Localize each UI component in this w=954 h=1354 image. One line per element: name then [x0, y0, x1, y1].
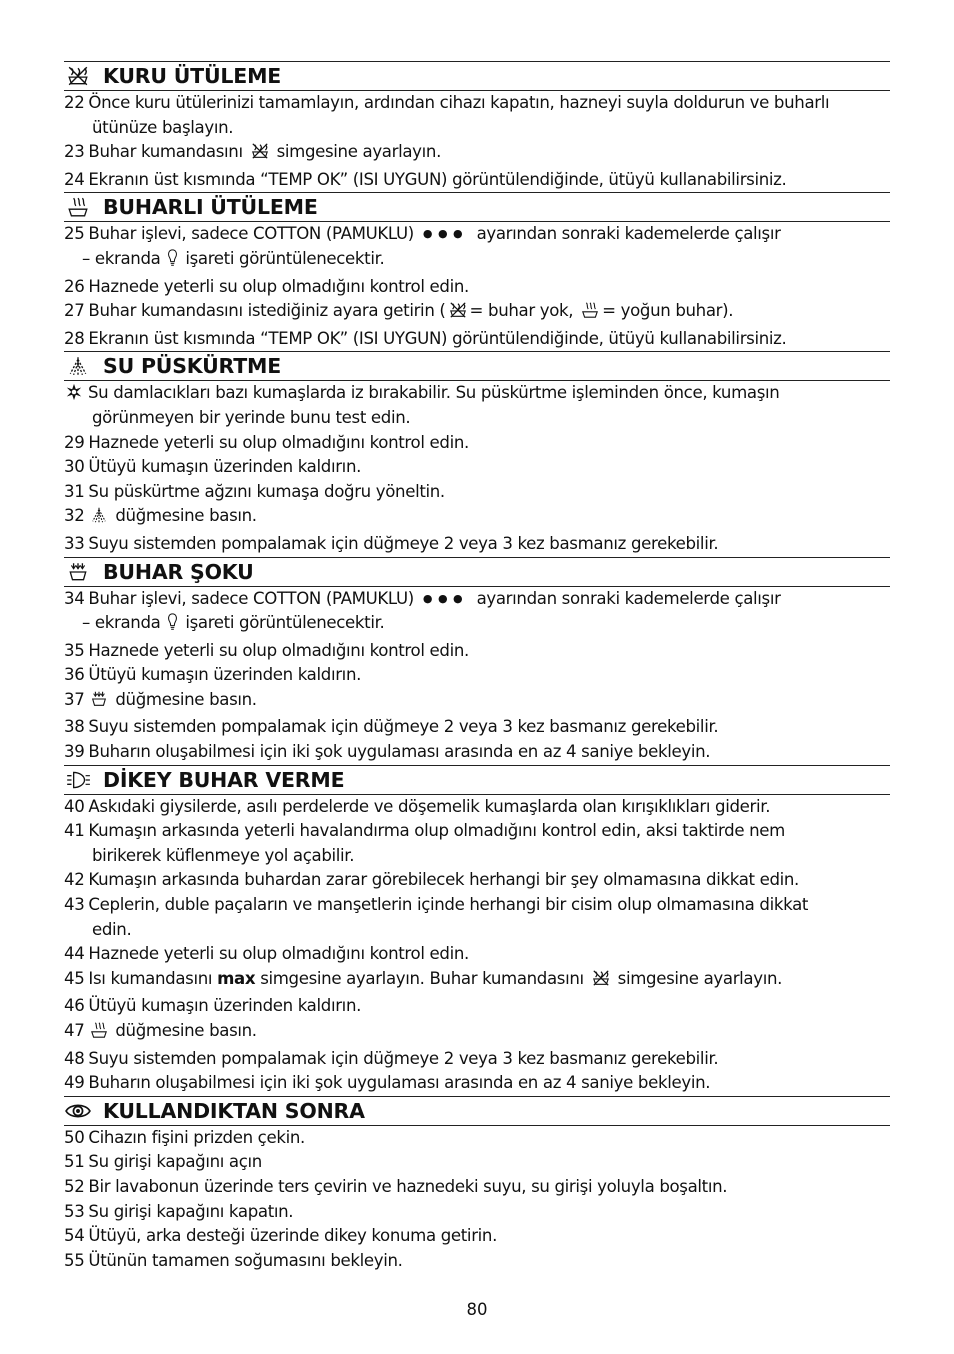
- item-text: Bir lavabonun üzerinde ters çevirin ve haznedeki suyu, su girişi yoluyla boşaltın.: [88, 1176, 728, 1196]
- item-text: Buhar kumandasını istediğiniz ayara getirin (: [88, 301, 446, 321]
- item-text: Ütüyü, arka desteği üzerinde dikey konuma getirin.: [88, 1226, 498, 1246]
- list-item: [64, 480, 890, 505]
- item-text: Kumaşın arkasında yeterli havalandırma olup olmadığını kontrol edin, aksi taktirde nem: [88, 821, 785, 841]
- item-text: Cihazın fişini prizden çekin.: [88, 1127, 305, 1147]
- item-number: 48: [64, 1048, 85, 1068]
- list-item: [64, 168, 890, 193]
- list-item: [64, 1150, 890, 1175]
- item-number: 46: [64, 996, 85, 1016]
- item-text: = buhar yok,: [469, 301, 574, 321]
- section-vertical-steam: [64, 765, 890, 1096]
- section-steam-ironing: [64, 192, 890, 351]
- steam-icon: [580, 301, 600, 327]
- item-text: Buhar kumandasını: [88, 142, 243, 162]
- section-header: [64, 765, 890, 795]
- item-continuation: edin.: [92, 919, 132, 939]
- no-steam-icon: [250, 142, 270, 168]
- list-item: [64, 327, 890, 352]
- spray-icon: [65, 355, 91, 377]
- item-text: düğmesine basın.: [115, 506, 257, 526]
- item-continuation: ütünüze başlayın.: [92, 117, 234, 137]
- list-item: [64, 455, 890, 480]
- list-item: [64, 795, 890, 820]
- item-text: Su püskürtme ağzını kumaşa doğru yöneltin.: [88, 481, 445, 501]
- item-text: Önce kuru ütülerinizi tamamlayın, ardından cihazı kapatın, hazneyi suyla doldurun ve buharlı: [88, 93, 830, 112]
- list-item: [64, 532, 890, 557]
- item-text: ayarından sonraki kademelerde çalışır: [476, 588, 781, 608]
- item-text: Suyu sistemden pompalamak için düğmeye 2 veya 3 kez basmanız gerekebilir.: [88, 533, 719, 553]
- item-number: 40: [64, 796, 85, 816]
- section-title: SU PÜSKÜRTME: [103, 354, 282, 379]
- item-text: Ütüyü kumaşın üzerinden kaldırın.: [88, 996, 362, 1016]
- item-number: 24: [64, 169, 85, 189]
- item-number: 45: [64, 968, 85, 988]
- item-continuation: görünmeyen bir yerinde bunu test edin.: [92, 407, 411, 427]
- cotton-dots: ● ● ●: [422, 591, 464, 605]
- item-continuation: [64, 611, 890, 639]
- item-text: Su girişi kapağını kapatın.: [88, 1201, 294, 1221]
- item-text: Ütüyü kumaşın üzerinden kaldırın.: [88, 457, 362, 477]
- item-number: 22: [64, 93, 85, 112]
- list-item: [64, 431, 890, 456]
- item-text: Ekranın üst kısmında “TEMP OK” (ISI UYGUN) görüntülendiğinde, ütüyü kullanabilirsiniz.: [88, 328, 787, 348]
- eye-icon: [65, 1100, 91, 1122]
- item-text: simgesine ayarlayın.: [617, 968, 783, 988]
- section-header: [64, 1096, 890, 1126]
- steam-icon: [65, 196, 91, 218]
- spray-icon: [90, 506, 108, 532]
- section-title: DİKEY BUHAR VERME: [103, 767, 345, 792]
- list-item: [64, 1126, 890, 1151]
- page-number: 80: [466, 1300, 488, 1319]
- list-item: [64, 663, 890, 688]
- item-number: 54: [64, 1226, 85, 1246]
- document-page: [64, 61, 890, 1273]
- item-number: 28: [64, 328, 85, 348]
- list-item: [64, 994, 890, 1019]
- list-item: [64, 893, 890, 918]
- steam-shot-icon: [65, 561, 91, 583]
- item-number: 38: [64, 717, 85, 737]
- item-text: ayarından sonraki kademelerde çalışır: [476, 224, 781, 244]
- item-number: 30: [64, 457, 85, 477]
- item-number: 31: [64, 481, 85, 501]
- item-number: 47: [64, 1021, 85, 1040]
- list-item: [64, 91, 890, 116]
- section-title: KURU ÜTÜLEME: [103, 64, 282, 88]
- item-number: 41: [64, 821, 85, 841]
- section-title: KULLANDIKTAN SONRA: [103, 1098, 365, 1123]
- item-text: Haznede yeterli su olup olmadığını kontrol edin.: [88, 944, 469, 964]
- list-item: [64, 639, 890, 664]
- cotton-dots: ● ● ●: [422, 227, 464, 241]
- item-text: simgesine ayarlayın.: [276, 142, 441, 162]
- item-text: Haznede yeterli su olup olmadığını kontrol edin.: [88, 276, 469, 296]
- list-item: [64, 1224, 890, 1249]
- item-text: Ütünün tamamen soğumasını bekleyin.: [88, 1250, 403, 1270]
- item-number: 53: [64, 1201, 85, 1221]
- item-number: 49: [64, 1073, 85, 1093]
- item-number: 32: [64, 506, 85, 526]
- list-item: [64, 299, 890, 327]
- list-item: [64, 1200, 890, 1225]
- item-number: 29: [64, 432, 85, 452]
- item-continuation: birikerek küflenmeye yol açabilir.: [92, 845, 355, 865]
- warning-icon: [64, 381, 88, 406]
- item-number: 52: [64, 1176, 85, 1196]
- item-text: Askıdaki giysilerde, asılı perdelerde ve döşemelik kumaşlarda olan kırışıklıkları giderir.: [88, 796, 771, 816]
- section-title: BUHARLI ÜTÜLEME: [103, 195, 318, 220]
- item-number: 23: [64, 142, 85, 162]
- item-number: 51: [64, 1152, 85, 1172]
- item-number: 26: [64, 276, 85, 296]
- item-text: – ekranda: [82, 248, 161, 268]
- list-item: [64, 819, 890, 844]
- list-item: [64, 1047, 890, 1072]
- list-item: [64, 1071, 890, 1096]
- list-item: [64, 222, 890, 247]
- item-number: 44: [64, 944, 85, 964]
- item-text: düğmesine basın.: [115, 689, 257, 709]
- item-number: 55: [64, 1250, 85, 1270]
- item-text: Su girişi kapağını açın: [88, 1152, 262, 1172]
- item-text: işareti görüntülenecektir.: [185, 613, 385, 633]
- item-text: Haznede yeterli su olup olmadığını kontrol edin.: [88, 432, 469, 452]
- section-dry-ironing: [64, 61, 890, 192]
- item-text: Buharın oluşabilmesi için iki şok uygulaması arasında en az 4 saniye bekleyin.: [88, 742, 711, 762]
- section-header: [64, 557, 890, 587]
- item-number: 36: [64, 665, 85, 685]
- list-item: [64, 1019, 890, 1047]
- item-text: Kumaşın arkasında buhardan zarar görebilecek herhangi bir şey olmamasına dikkat edin.: [88, 870, 799, 890]
- item-text: düğmesine basın.: [115, 1021, 257, 1040]
- list-item: [64, 715, 890, 740]
- list-item: [64, 1175, 890, 1200]
- section-steam-shot: [64, 557, 890, 765]
- item-text: Suyu sistemden pompalamak için düğmeye 2 veya 3 kez basmanız gerekebilir.: [88, 1048, 719, 1068]
- item-text: Suyu sistemden pompalamak için düğmeye 2 veya 3 kez basmanız gerekebilir.: [88, 717, 719, 737]
- warning-item: [64, 381, 890, 406]
- item-number: 37: [64, 689, 85, 709]
- item-text: Buharın oluşabilmesi için iki şok uygulaması arasında en az 4 saniye bekleyin.: [88, 1073, 711, 1093]
- indicator-icon: [167, 249, 178, 275]
- section-header: [64, 192, 890, 222]
- list-item: [64, 688, 890, 716]
- item-number: 42: [64, 870, 85, 890]
- item-number: 25: [64, 224, 85, 244]
- list-item: [64, 587, 890, 612]
- item-text: Haznede yeterli su olup olmadığını kontrol edin.: [88, 640, 469, 660]
- list-item: [64, 942, 890, 967]
- max-setting: max: [217, 968, 256, 988]
- steam-icon: [90, 1021, 108, 1047]
- list-item: [64, 1249, 890, 1274]
- item-number: 35: [64, 640, 85, 660]
- item-number: 39: [64, 742, 85, 762]
- section-spray: [64, 351, 890, 556]
- item-number: 34: [64, 588, 85, 608]
- item-text: Buhar işlevi, sadece COTTON (PAMUKLU): [88, 588, 414, 608]
- section-header: [64, 351, 890, 381]
- item-text: Su damlacıkları bazı kumaşlarda iz bırakabilir. Su püskürtme işleminden önce, kumaşın: [88, 383, 780, 403]
- item-text: Ceplerin, duble paçaların ve manşetlerin içinde herhangi bir cisim olup olmamasına dikkat: [88, 895, 809, 915]
- steam-shot-icon: [90, 690, 108, 716]
- item-number: 27: [64, 301, 85, 321]
- list-item: [64, 868, 890, 893]
- item-text: Buhar işlevi, sadece COTTON (PAMUKLU): [88, 224, 414, 244]
- no-steam-icon: [448, 301, 468, 327]
- item-text: = yoğun buhar).: [602, 301, 734, 321]
- item-continuation: [64, 247, 890, 275]
- item-text: Ütüyü kumaşın üzerinden kaldırın.: [88, 665, 362, 685]
- list-item: [64, 504, 890, 532]
- list-item: [64, 140, 890, 168]
- item-text: Ekranın üst kısmında “TEMP OK” (ISI UYGUN) görüntülendiğinde, ütüyü kullanabilirsiniz.: [88, 169, 787, 189]
- item-text: – ekranda: [82, 613, 161, 633]
- section-header: [64, 61, 890, 91]
- no-steam-icon: [65, 65, 91, 87]
- section-after-use: [64, 1096, 890, 1274]
- list-item: [64, 740, 890, 765]
- vertical-steam-icon: [65, 769, 91, 791]
- list-item: [64, 275, 890, 300]
- no-steam-icon: [591, 969, 611, 995]
- item-text: işareti görüntülenecektir.: [185, 248, 385, 268]
- item-number: 50: [64, 1127, 85, 1147]
- list-item: [64, 967, 890, 995]
- item-text: simgesine ayarlayın. Buhar kumandasını: [260, 968, 584, 988]
- item-number: 33: [64, 533, 85, 553]
- section-title: BUHAR ŞOKU: [103, 559, 254, 584]
- indicator-icon: [167, 613, 178, 639]
- item-text: Isı kumandasını: [88, 968, 213, 988]
- item-number: 43: [64, 895, 85, 915]
